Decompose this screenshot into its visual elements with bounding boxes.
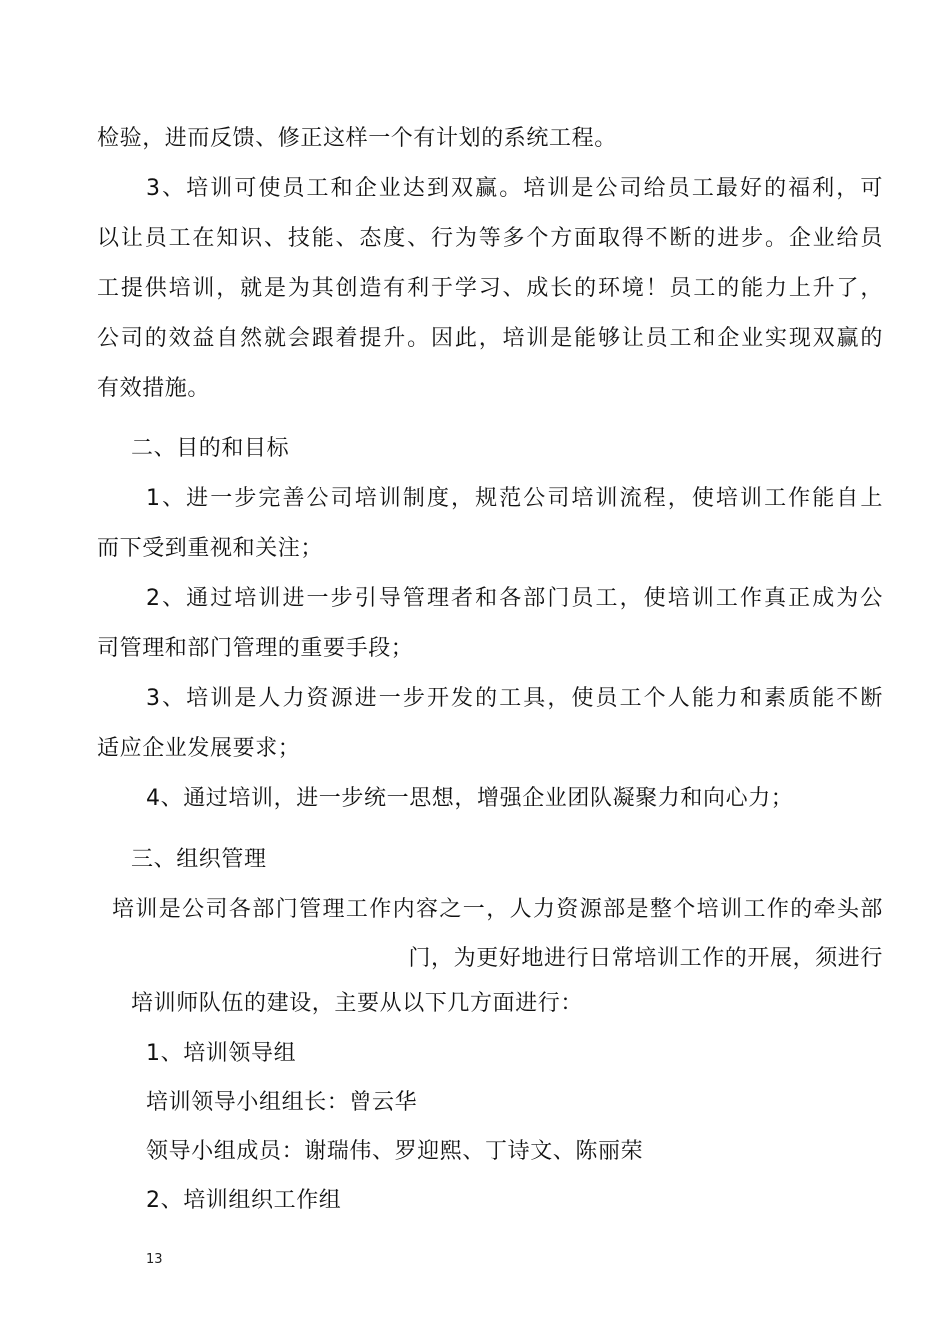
body-text-line: 检验，进而反馈、修正这样一个有计划的系统工程。: [97, 126, 617, 151]
list-item-line: 2、通过培训进一步引导管理者和各部门员工，使培训工作真正成为公: [146, 586, 883, 611]
section-heading: 二、目的和目标: [131, 436, 290, 461]
list-item-line: 而下受到重视和关注；: [97, 536, 324, 561]
subsection-title: 2、培训组织工作组: [146, 1188, 342, 1213]
page-number: 13: [146, 1252, 163, 1267]
body-text-line: 公司的效益自然就会跟着提升。因此，培训是能够让员工和企业实现双赢的: [97, 326, 883, 351]
list-item-line: 1、进一步完善公司培训制度，规范公司培训流程，使培训工作能自上: [146, 486, 883, 511]
body-text-line: 门，为更好地进行日常培训工作的开展，须进行: [408, 946, 883, 971]
body-text-line: 领导小组成员：谢瑞伟、罗迎熙、丁诗文、陈丽荣: [146, 1139, 644, 1164]
subsection-title: 1、培训领导组: [146, 1041, 297, 1066]
body-text-line: 有效措施。: [97, 376, 211, 401]
body-text-line: 工提供培训，就是为其创造有利于学习、成长的环境！员工的能力上升了，: [97, 276, 883, 301]
list-item-line: 适应企业发展要求；: [97, 736, 301, 761]
body-text-line: 培训师队伍的建设，主要从以下几方面进行：: [131, 991, 584, 1016]
body-text-line: 3、培训可使员工和企业达到双赢。培训是公司给员工最好的福利，可: [146, 176, 883, 201]
body-text-line: 培训是公司各部门管理工作内容之一，人力资源部是整个培训工作的牵头部: [112, 897, 883, 922]
body-text-line: 以让员工在知识、技能、态度、行为等多个方面取得不断的进步。企业给员: [97, 226, 883, 251]
section-heading: 三、组织管理: [131, 847, 267, 872]
body-text-line: 培训领导小组组长：曾云华: [146, 1090, 418, 1115]
list-item-line: 3、培训是人力资源进一步开发的工具，使员工个人能力和素质能不断: [146, 686, 883, 711]
list-item-line: 司管理和部门管理的重要手段；: [97, 636, 414, 661]
list-item-line: 4、通过培训，进一步统一思想，增强企业团队凝聚力和向心力；: [146, 786, 794, 811]
